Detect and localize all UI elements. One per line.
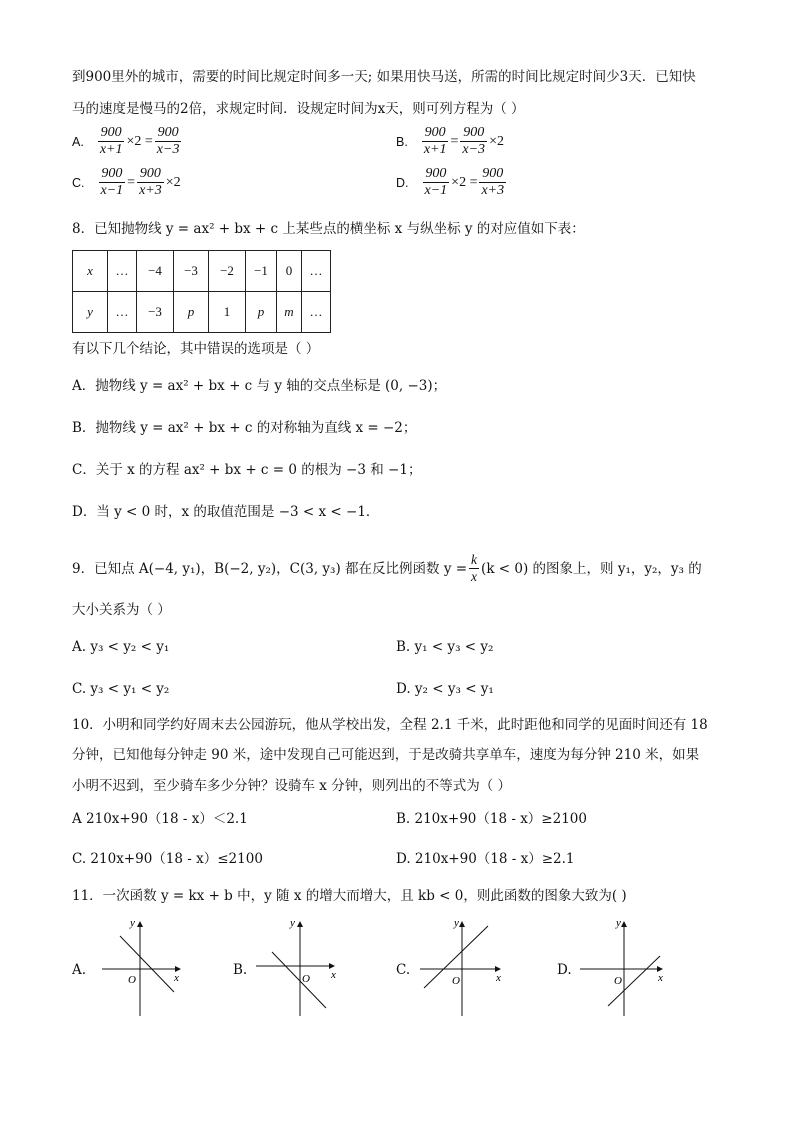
- table-cell: y: [73, 292, 108, 333]
- origin-label: O: [614, 975, 622, 987]
- q7-stem-line2: 马的速度是慢马的2倍，求规定时间．设规定时间为x天，则可列方程为（ ）: [72, 101, 525, 117]
- x-axis-label: x: [658, 972, 663, 984]
- table-cell: x: [73, 251, 108, 292]
- table-cell: −3: [174, 251, 209, 292]
- x-axis-label: x: [331, 969, 336, 981]
- origin-label: O: [452, 975, 460, 987]
- q11-graph-a[interactable]: [92, 912, 192, 1022]
- q8-option-d[interactable]: D．当 y < 0 时，x 的取值范围是 −3 < x < −1．: [72, 504, 380, 520]
- q11-option-a-label[interactable]: A.: [72, 962, 87, 978]
- q10-stem-line3: 小明不迟到，至少骑车多少分钟？设骑车 x 分钟，则列出的不等式为（ ）: [72, 778, 511, 794]
- fraction: $\frac{900}{x-1}$: [100, 166, 124, 198]
- function-line: [272, 952, 326, 1008]
- q9-option-d[interactable]: D. y₂ < y₃ < y₁: [396, 681, 494, 697]
- operator: =: [127, 174, 136, 190]
- q8-option-c[interactable]: C．关于 x 的方程 ax² + bx + c = 0 的根为 −3 和 −1；: [72, 462, 422, 478]
- q9-stem-post: (k < 0) 的图象上，则 y₁，y₂，y₃ 的: [481, 560, 702, 577]
- fraction: $\frac{900}{x+3}$: [481, 166, 505, 198]
- table-cell: 0: [277, 251, 302, 292]
- q10-option-c[interactable]: C. 210x+90（18 - x）≤2100: [72, 851, 263, 867]
- value-table: [72, 250, 331, 333]
- table-cell: −1: [246, 251, 277, 292]
- q11-graph-d[interactable]: [574, 912, 674, 1022]
- fraction: $\frac{900}{x+3}$: [139, 166, 162, 198]
- operator: ×2 =: [126, 133, 153, 149]
- q11-graph-c[interactable]: [414, 912, 514, 1022]
- q8-option-a[interactable]: A．抛物线 y = ax² + bx + c 与 y 轴的交点坐标是 (0, −3)；: [72, 378, 447, 394]
- q7-option-a[interactable]: [72, 125, 183, 158]
- y-axis-label: y: [290, 917, 295, 929]
- table-cell: …: [302, 292, 331, 333]
- fraction: $\frac{900}{x-3}$: [156, 125, 180, 157]
- table-cell: −4: [137, 251, 174, 292]
- q7-option-d[interactable]: [396, 166, 508, 199]
- fraction: $\frac{900}{x+1}$: [423, 125, 447, 157]
- y-axis-label: y: [130, 917, 135, 929]
- q9-stem: [72, 552, 702, 585]
- table-row: [73, 251, 331, 292]
- table-cell: m: [277, 292, 302, 333]
- q9-stem-pre: 9．已知点 A(−4, y₁)，B(−2, y₂)，C(3, y₃) 都在反比例函数 y =: [72, 560, 468, 577]
- q11-stem: 11．一次函数 y = kx + b 中，y 随 x 的增大而增大，且 kb < 0，则此函数的图象大致为( ): [72, 888, 627, 904]
- q9-stem-line2: 大小关系为（ ）: [72, 602, 171, 618]
- q8-option-b[interactable]: B．抛物线 y = ax² + bx + c 的对称轴为直线 x = −2；: [72, 420, 417, 436]
- operator: =: [450, 133, 459, 149]
- q11-option-b-label[interactable]: B.: [233, 962, 248, 978]
- q11-option-c-label[interactable]: C.: [396, 962, 411, 978]
- operator: ×2 =: [451, 174, 478, 190]
- fraction: $\frac{900}{x+1}$: [99, 125, 123, 157]
- q9-option-a[interactable]: A. y₃ < y₂ < y₁: [72, 639, 170, 655]
- table-row: [73, 292, 331, 333]
- y-axis-label: y: [616, 917, 621, 929]
- fraction: $\frac{900}{x-1}$: [424, 166, 448, 198]
- q9-option-c[interactable]: C. y₃ < y₁ < y₂: [72, 681, 170, 697]
- q10-stem-line1: 10．小明和同学约好周末去公园游玩，他从学校出发，全程 2.1 千米，此时距他和同学的见面时间还有 18: [72, 717, 708, 733]
- fraction: $\frac{k}{x}$: [471, 552, 478, 584]
- origin-label: O: [128, 974, 136, 986]
- table-cell: p: [246, 292, 277, 333]
- q10-stem-line2: 分钟，已知他每分钟走 90 米，途中发现自己可能迟到，于是改骑共享单车，速度为每分钟 210 米，如果: [72, 747, 700, 763]
- table-cell: 1: [209, 292, 246, 333]
- q7-option-b[interactable]: [396, 125, 504, 158]
- q9-option-b[interactable]: B. y₁ < y₃ < y₂: [396, 639, 494, 655]
- fraction: $\frac{900}{x-3}$: [462, 125, 486, 157]
- q10-option-d[interactable]: D. 210x+90（18 - x）≥2.1: [396, 851, 575, 867]
- q11-option-d-label[interactable]: D.: [557, 962, 572, 978]
- operator: ×2: [165, 174, 181, 190]
- q7-option-c[interactable]: [72, 166, 181, 199]
- table-cell: p: [174, 292, 209, 333]
- option-label: C.: [72, 175, 85, 190]
- q8-question: 有以下几个结论，其中错误的选项是（ ）: [72, 341, 320, 357]
- q11-graph-b[interactable]: [252, 912, 352, 1022]
- q10-option-b[interactable]: B. 210x+90（18 - x）≥2100: [396, 811, 587, 827]
- x-axis-label: x: [174, 972, 179, 984]
- table-cell: …: [302, 251, 331, 292]
- operator: ×2: [489, 133, 504, 149]
- option-label: B.: [396, 134, 408, 149]
- x-axis-label: x: [496, 972, 501, 984]
- origin-label: O: [302, 973, 310, 985]
- q7-stem-line1: 到900里外的城市，需要的时间比规定时间多一天; 如果用快马送，所需的时间比规定时间少3天．已知快: [72, 69, 696, 85]
- table-cell: −2: [209, 251, 246, 292]
- y-axis-label: y: [454, 917, 459, 929]
- option-label: D.: [396, 175, 409, 190]
- table-cell: …: [108, 292, 137, 333]
- table-cell: …: [108, 251, 137, 292]
- q10-option-a[interactable]: A 210x+90（18 - x）＜2.1: [72, 811, 248, 827]
- option-label: A.: [72, 134, 84, 149]
- q8-stem: 8．已知抛物线 y = ax² + bx + c 上某些点的横坐标 x 与纵坐标 y 的对应值如下表：: [72, 221, 585, 237]
- table-cell: −3: [137, 292, 174, 333]
